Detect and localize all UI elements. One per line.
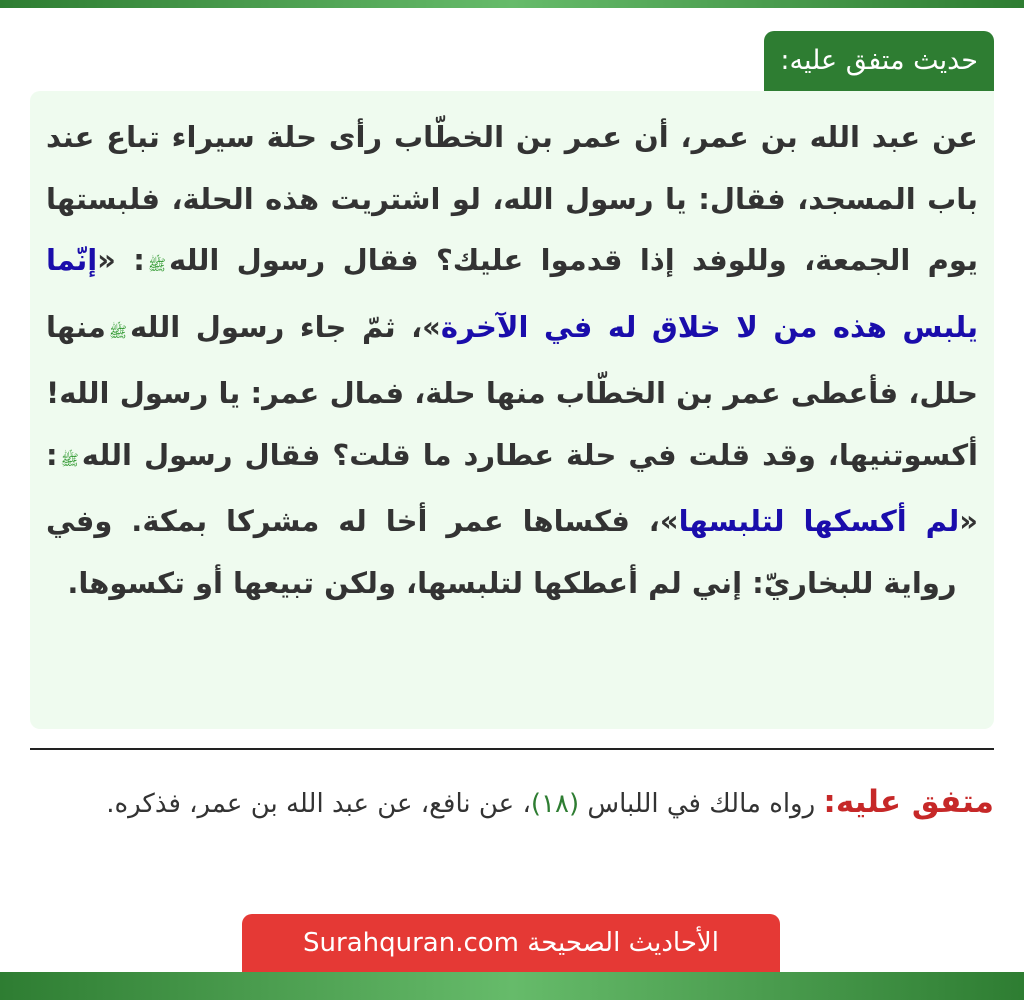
hadith-text xyxy=(46,107,978,614)
salawat-symbol: ﷺ xyxy=(147,256,167,274)
bottom-accent-bar xyxy=(0,972,1024,1000)
prophet-quote: إنّما يلبس هذه من لا خلاق له في الآخرة xyxy=(46,243,978,344)
salawat-symbol: ﷺ xyxy=(108,322,127,341)
hadith-segment: »، ثمّ جاء رسول الله xyxy=(129,309,441,344)
source-number: (١٨) xyxy=(530,789,580,819)
hadith-segment: : « xyxy=(46,437,979,538)
hadith-segment: عن عبد الله بن عمر، أن عمر بن الخطّاب رأى حلة سيراء تباع عند باب المسجد، فقال: يا رسول الله، لو اشتريت هذه الحلة، فلبستها يوم الجمعة، وللوفد إذا قدموا عليك؟ فقال رسول الله xyxy=(46,120,978,277)
source-text: ، عن نافع، عن عبد الله بن عمر، فذكره. xyxy=(106,789,531,819)
hadith-header-label: حديث متفق عليه: xyxy=(764,31,994,91)
source-citation xyxy=(30,775,994,831)
hadith-text-box xyxy=(30,91,994,729)
hadith-segment: منها حلل، فأعطى عمر بن الخطّاب منها حلة، فمال عمر: يا رسول الله! أكسوتنيها، وقد قلت في حلة عطارد ما قلت؟ فقال رسول الله xyxy=(46,309,978,472)
salawat-symbol: ﷺ xyxy=(60,450,79,469)
section-divider xyxy=(30,748,994,750)
top-accent-bar xyxy=(0,0,1024,8)
prophet-quote: لم أكسكها لتلبسها xyxy=(678,504,960,538)
source-text: رواه مالك في اللباس xyxy=(579,789,824,819)
hadith-segment: »، فكساها عمر أخا له مشركا بمكة. وفي رواية للبخاريّ: إني لم أعطكها لتلبسها، ولكن تبيعها أو تكسوها. xyxy=(46,504,957,600)
site-brand-link[interactable]: الأحاديث الصحيحة Surahquran.com xyxy=(242,914,780,972)
hadith-segment: : « xyxy=(97,243,145,277)
source-label: متفق عليه: xyxy=(823,784,994,820)
